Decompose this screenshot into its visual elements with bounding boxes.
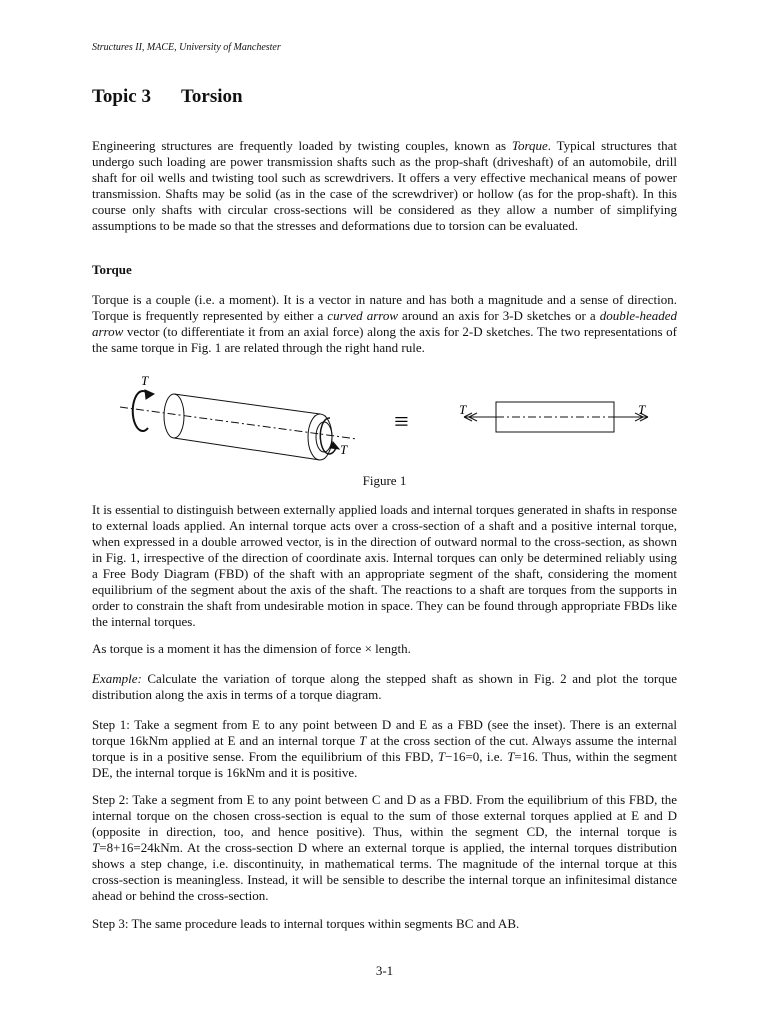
example-paragraph: Example: Calculate the variation of torque along the stepped shaft as shown in Fig. 2 and plot the torque distribution along the axis in terms of a torque diagram.: [92, 671, 677, 702]
label-T-left: T: [141, 373, 149, 388]
intro-paragraph: Engineering structures are frequently loaded by twisting couples, known as Torque. Typical structures that undergo such loading are power transmission shafts such as the prop-shaft (driveshaft) of an automobile, drill shaft for oil wells and twisting tool such as screwdrivers. It offers a very effective mechanical means of power transmission. Shafts may be solid (as in the case of the screwdriver) or hollow (as for the prop-shaft). In this course only shafts with circular cross-sections will be considered as they allow a number of simplifying assumptions to be made so that the stresses and deformations due to torsion can be evaluated.: [92, 138, 677, 233]
label-T-2d-right: T: [638, 402, 646, 417]
label-T-2d-left: T: [459, 402, 467, 417]
shaft-2d: [464, 402, 648, 432]
dimension-paragraph: As torque is a moment it has the dimension of force × length.: [92, 641, 411, 656]
shaft-left-end: [164, 394, 184, 438]
running-header: Structures II, MACE, University of Manchester: [92, 42, 281, 53]
figure-caption: Figure 1: [362, 473, 407, 488]
topic-number: Topic 3: [92, 86, 151, 107]
shaft-outline: [174, 394, 320, 460]
step3-paragraph: Step 3: The same procedure leads to internal torques within segments BC and AB.: [92, 916, 520, 931]
torque-paragraph: Torque is a couple (i.e. a moment). It is a vector in nature and has both a magnitude and a sense of direction. Torque is frequently represented by either a curved arrow around an axis for 3-D sketches or a double-headed arrow vector (to differentiate it from an axial force) along the axis for 2-D sketches. The two representations of the same torque in Fig. 1 are related through the right hand rule.: [92, 292, 677, 355]
page-number: 3-1: [375, 963, 394, 978]
shaft-3d: [120, 390, 357, 460]
equivalence-sign: ≡: [394, 407, 409, 436]
label-T-right: T: [340, 442, 348, 457]
topic-title: Torsion: [180, 86, 243, 107]
step1-paragraph: Step 1: Take a segment from E to any point between D and E as a FBD (see the inset). There is an external torque 16kNm applied at E and an internal torque T at the cross section of the cut. Always assume the internal torque is in a positive sense. From the equilibrium of this FBD, T−16=0, i.e. T=16. Thus, within the segment DE, the internal torque is 16kNm and it is positive.: [92, 717, 678, 780]
page-title: [92, 86, 243, 108]
example-label: Example:: [92, 671, 142, 686]
figure-1: [92, 366, 677, 466]
torque-diagram: [92, 366, 677, 466]
torque-heading: Torque: [92, 262, 132, 277]
torque-term: Torque: [511, 138, 548, 153]
internal-torque-paragraph: It is essential to distinguish between externally applied loads and internal torques generated in shafts in response to external loads applied. An internal torque acts over a cross-section of a shaft and a positive internal torque, when expressed in a double arrowed vector, is in the direction of outward normal to the cross-section, as shown in Fig. 1, irrespective of the direction of coordinate axis. Internal torques can only be determined reliably using a Free Body Diagram (FBD) of the shaft with an appropriate segment of the shaft, considering the moment equilibrium of the segment about the axis of the shaft. The reactions to a shaft are torques from the supports in order to constrain the shaft from undesirable motion in space. They can be found through appropriate FBDs like the internal torques.: [92, 502, 677, 629]
step2-paragraph: Step 2: Take a segment from E to any point between C and D as a FBD. From the equilibrium of this FBD, the internal torque on the chosen cross-section is equal to the sum of those external torques applied at E and D (opposite in direction, too, and hence positive). Thus, within the segment CD, the internal torque is T=8+16=24kNm. At the cross-section D where an external torque is applied, the internal torques distribution shows a step change, i.e. discontinuity, in mathematical terms. The magnitude of the internal torque at this cross-section is meaningless. Instead, it will be sensible to describe the internal torque an infinitesimal distance ahead or behind the cross-section.: [92, 792, 677, 903]
left-arrowhead: [145, 390, 154, 399]
